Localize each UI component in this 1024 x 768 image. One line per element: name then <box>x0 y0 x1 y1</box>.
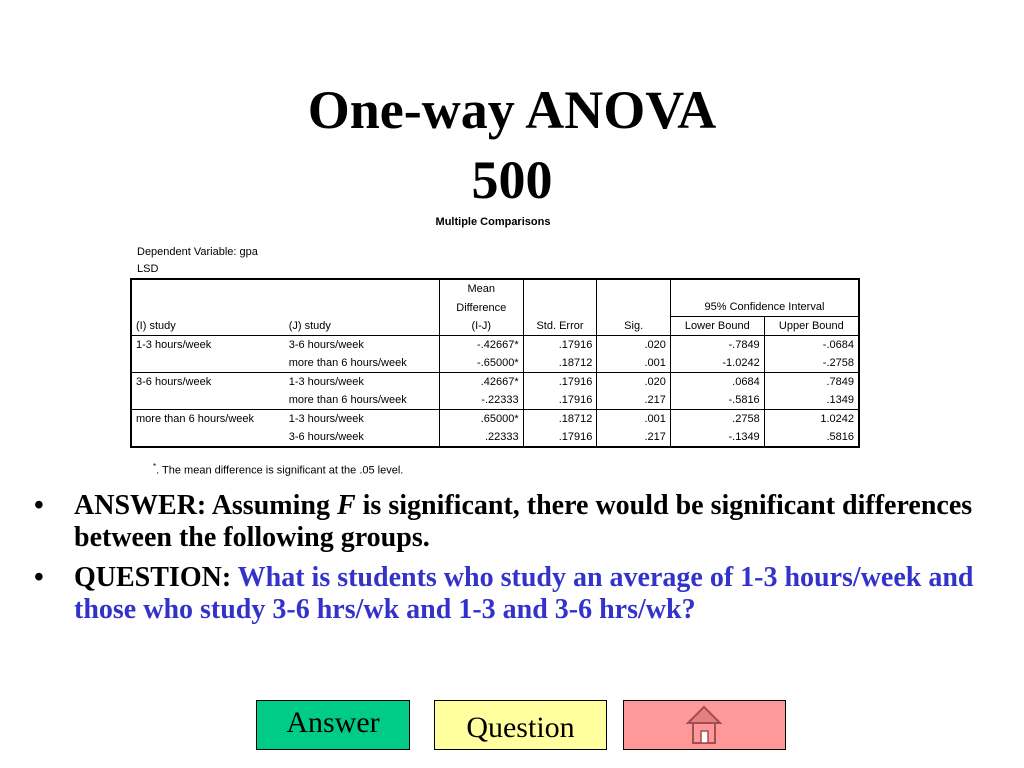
answer-f-statistic: F <box>336 490 356 521</box>
footnote-text: . The mean difference is significant at the .05 level. <box>156 464 404 477</box>
cell-lower: -1.0242 <box>670 354 764 373</box>
table-caption: Multiple Comparisons <box>435 216 551 228</box>
cell-sig: .001 <box>597 410 671 429</box>
cell-sig: .001 <box>597 354 671 373</box>
header-i-study: (I) study <box>136 320 176 332</box>
header-std-error: Std. Error <box>523 317 597 336</box>
cell-j-study: 3-6 hours/week <box>288 431 364 443</box>
header-row-1 <box>131 279 859 298</box>
cell-i-study <box>131 354 285 373</box>
table-row <box>131 410 859 429</box>
cell-lower: .2758 <box>670 410 764 429</box>
cell-i-study <box>131 391 285 410</box>
question-button[interactable]: Question <box>434 700 607 750</box>
cell-upper: -.0684 <box>764 336 859 355</box>
cell-upper: .1349 <box>764 391 859 410</box>
cell-mean-diff: .22333 <box>439 428 523 447</box>
cell-mean-diff: .42667* <box>439 373 523 392</box>
header-row-3 <box>131 317 859 336</box>
multiple-comparisons-table <box>130 278 860 448</box>
cell-i-study <box>131 428 285 447</box>
cell-std-error: .17916 <box>523 373 597 392</box>
cell-std-error: .17916 <box>523 391 597 410</box>
answer-prefix: ANSWER: Assuming <box>74 490 337 521</box>
slide-subtitle-points: 500 <box>471 150 553 210</box>
house-icon <box>686 705 722 745</box>
question-text: What is students who study an average of 1-3 hours/week and those who study 3-6 hrs/wk and 1-3 and 3-6 hrs/wk? <box>74 562 974 625</box>
header-sig: Sig. <box>597 317 671 336</box>
answer-suffix: is significant, there would be significant differences between the following groups. <box>74 490 973 553</box>
cell-j-study: 1-3 hours/week <box>285 410 440 429</box>
answer-bullet <box>34 490 994 554</box>
method-label: LSD <box>137 263 159 275</box>
header-upper-bound: Upper Bound <box>764 317 859 336</box>
cell-sig: .020 <box>597 336 671 355</box>
dependent-variable-label: Dependent Variable: gpa <box>137 246 258 258</box>
header-j-study: (J) study <box>288 320 331 332</box>
question-bullet <box>34 562 994 626</box>
table-row <box>131 391 859 410</box>
cell-upper: .5816 <box>764 428 859 447</box>
footnote-mark: * <box>153 462 157 471</box>
cell-i-study: 1-3 hours/week <box>131 336 285 355</box>
cell-upper: .7849 <box>764 373 859 392</box>
cell-i-study: 3-6 hours/week <box>131 373 285 392</box>
cell-i-study: more than 6 hours/week <box>131 410 285 429</box>
cell-j-study: more than 6 hours/week <box>288 357 407 369</box>
cell-j-study: 3-6 hours/week <box>285 336 440 355</box>
cell-mean-diff: .65000* <box>439 410 523 429</box>
header-lower-bound: Lower Bound <box>670 317 764 336</box>
cell-j-study: more than 6 hours/week <box>288 394 407 406</box>
table-row <box>131 336 859 355</box>
cell-mean-diff: -.22333 <box>439 391 523 410</box>
cell-j-study: 1-3 hours/week <box>285 373 440 392</box>
cell-std-error: .18712 <box>523 410 597 429</box>
table-footnote <box>153 462 403 477</box>
home-button[interactable] <box>623 700 786 750</box>
bullet-list <box>34 490 994 634</box>
answer-button[interactable]: Answer <box>256 700 410 750</box>
cell-upper: -.2758 <box>764 354 859 373</box>
cell-lower: -.1349 <box>670 428 764 447</box>
cell-sig: .217 <box>597 391 671 410</box>
slide-title: One-way ANOVA <box>307 80 717 140</box>
table-row <box>131 373 859 392</box>
header-confidence-interval: 95% Confidence Interval <box>670 298 859 317</box>
cell-mean-diff: -.42667* <box>439 336 523 355</box>
cell-upper: 1.0242 <box>764 410 859 429</box>
bullet-marker: • <box>34 490 44 521</box>
cell-sig: .217 <box>597 428 671 447</box>
header-mean-diff-2: Difference <box>439 298 523 317</box>
header-row-2 <box>131 298 859 317</box>
bullet-marker: • <box>34 562 44 593</box>
cell-lower: -.5816 <box>670 391 764 410</box>
cell-std-error: .17916 <box>523 428 597 447</box>
cell-mean-diff: -.65000* <box>439 354 523 373</box>
cell-std-error: .18712 <box>523 354 597 373</box>
cell-lower: .0684 <box>670 373 764 392</box>
header-mean-diff-3: (I-J) <box>439 317 523 336</box>
table-row <box>131 428 859 447</box>
header-mean-diff-1: Mean <box>439 279 523 298</box>
cell-std-error: .17916 <box>523 336 597 355</box>
question-label: QUESTION: <box>74 562 238 593</box>
table-row <box>131 354 859 373</box>
cell-sig: .020 <box>597 373 671 392</box>
cell-lower: -.7849 <box>670 336 764 355</box>
